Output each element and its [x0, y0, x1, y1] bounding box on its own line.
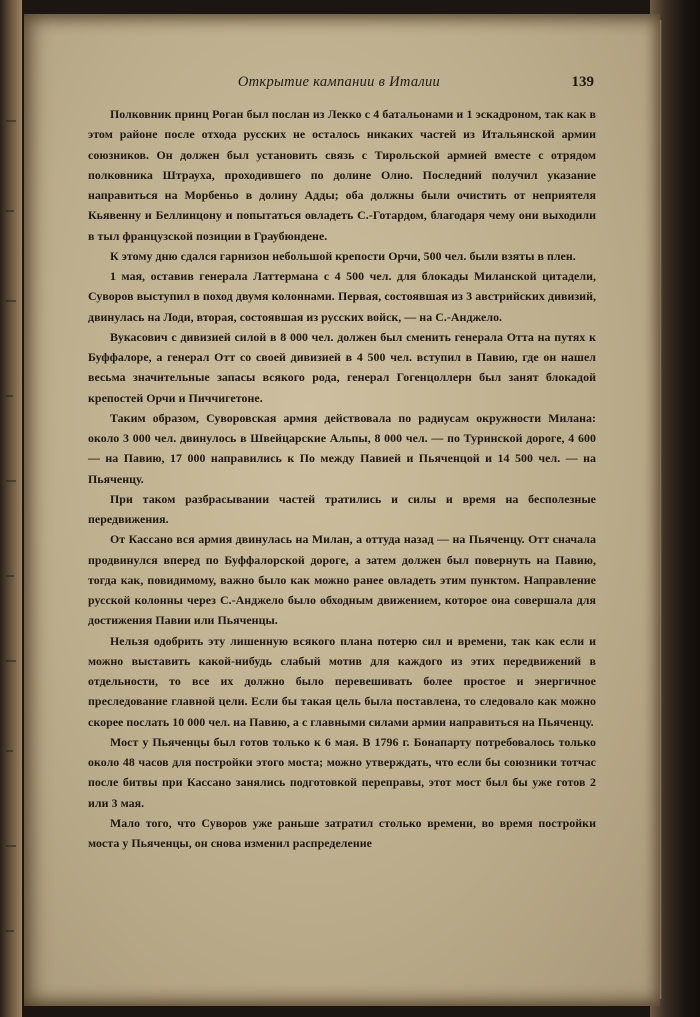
paragraph: Полковник принц Роган был послан из Лекко с 4 батальонами и 1 эскадроном, так как в этом районе после отхода русских не осталось никаких частей из Итальянской армии союзников. Он должен был установить связь с Тирольской армией вместе с отрядом полковника Штрауха, проходившего по долине Олио. Последний получил указание направиться на Морбеньо в долину Адды; оба должны были очистить от неприятеля Кьявенну и Беллинцону и попытаться овладеть С.-Готардом, благодаря чему они выходили в тыл французской позиции в Граубюндене.: [88, 107, 596, 243]
paragraph: Таким образом, Суворовская армия действовала по радиусам окружности Милана: около 3 000 чел. двинулось в Швейцарские Альпы, 8 000 чел. — по Туринской дороге, 4 600 — на Павию, 17 000 направились к По между Павией и Пьяченцой и 14 500 чел. — на Пьяченцу.: [88, 410, 596, 486]
page-number: 139: [571, 74, 594, 90]
paragraph: 1 мая, оставив генерала Латтермана с 4 500 чел. для блокады Миланской цитадели, Суворов выступил в поход двумя колоннами. Первая, состоявшая из 3 австрийских дивизий, двинулась на Лоди, вторая, состоявшая из русских войск, — на С.-Анджело.: [88, 269, 596, 324]
book-page: [24, 14, 660, 1006]
body-text: [88, 104, 596, 853]
paragraph: От Кассано вся армия двинулась на Милан, а оттуда назад — на Пьяченцу. Отт сначала продвинулся вперед по Буффалорской дороге, а затем должен был повернуть на Павию, тогда как, повидимому, важно было как можно ранее овладеть этим пунктом. Направление русской колонны через С.-Анджело было обходным движением, которое она совершала для достижения Павии или Пьяченцы.: [88, 532, 596, 628]
paragraph: Вукасович с дивизией силой в 8 000 чел. должен был сменить генерала Отта на путях к Буффалоре, а генерал Отт со своей дивизией в 4 500 чел. вступил в Павию, где он нашел весьма значительные запасы всякого рода, генерал Гогенцоллерн был занят блокадой крепостей Орчи и Пиччигетоне.: [88, 329, 596, 405]
left-page-edge: [0, 0, 22, 1017]
paragraph: Мало того, что Суворов уже раньше затратил столько времени, во время постройки моста у Пьяченцы, он снова изменил распределение: [88, 815, 596, 850]
paragraph: Мост у Пьяченцы был готов только к 6 мая. В 1796 г. Бонапарту потребовалось только около 48 часов для постройки этого моста; можно утверждать, что если бы союзники тотчас после битвы при Кассано занялись подготовкой переправы, этот мост был бы уже готов 2 или 3 мая.: [88, 734, 596, 810]
paragraph: Нельзя одобрить эту лишенную всякого плана потерю сил и времени, так как если и можно выставить какой-нибудь слабый мотив для каждого из этих передвижений в отдельности, то все их должно было перевешивать более простое и энергичное преследование главной цели. Если бы такая цель была поставлена, то следовало как можно скорее послать 10 000 чел. на Павию, а с главными силами армии направиться на Пьяченцу.: [88, 633, 596, 729]
paragraph: При таком разбрасывании частей тратились и силы и время на бесполезные передвижения.: [88, 491, 596, 526]
paragraph: К этому дню сдался гарнизон небольшой крепости Орчи, 500 чел. были взяты в плен.: [110, 248, 576, 263]
page-header: [84, 74, 594, 96]
running-title: Открытие кампании в Италии: [237, 74, 441, 90]
